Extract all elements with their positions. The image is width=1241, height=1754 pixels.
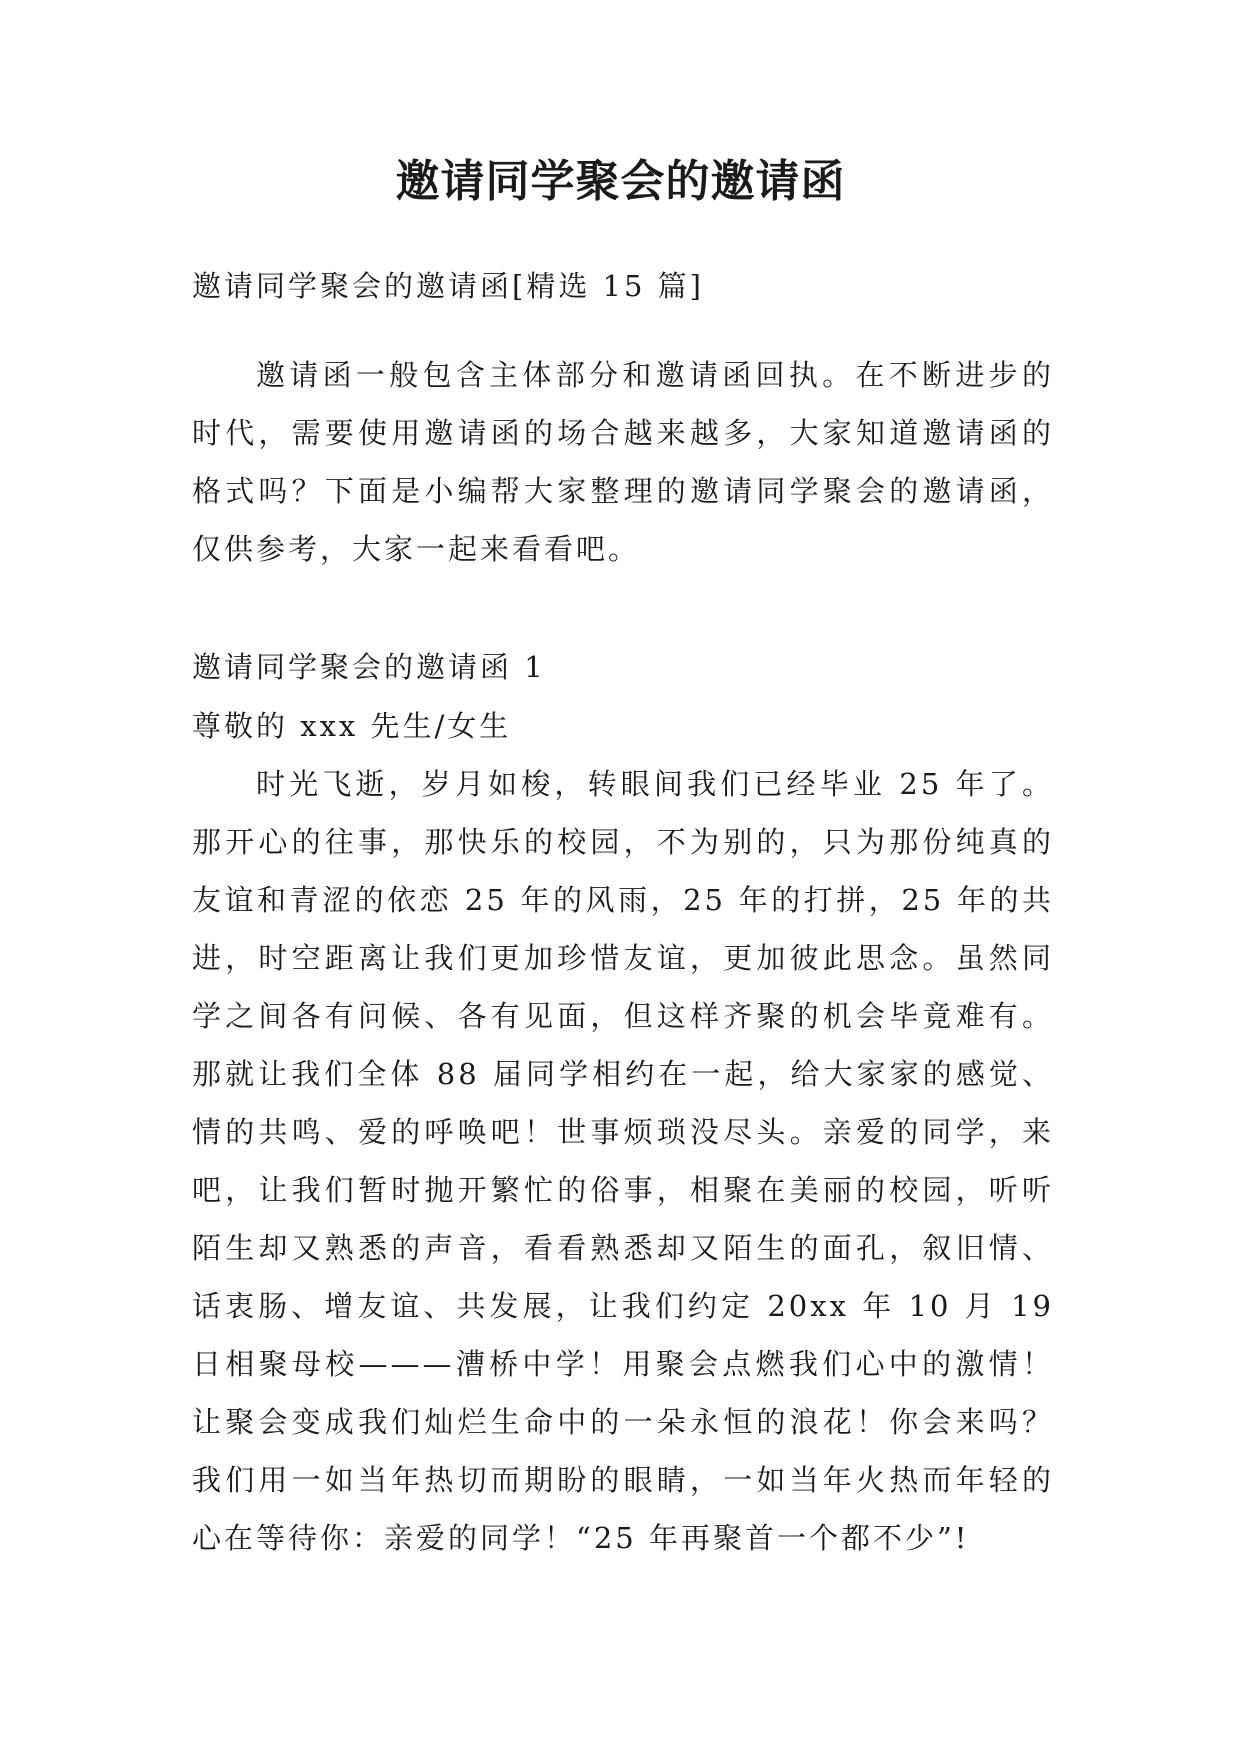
section-heading: 邀请同学聚会的邀请函 1 [192, 650, 546, 684]
letter-body-paragraph: 时光飞逝，岁月如梭，转眼间我们已经毕业 25 年了。那开心的往事，那快乐的校园，不为别的，只为那份纯真的友谊和青涩的依恋 25 年的风雨，25 年的打拼，25 年的共进，时空距离让我们更加珍惜友谊，更加彼此思念。虽然同学之间各有问候、各有见面，但这样齐聚的机会毕竟难有。那就让我们全体 88 届同学相约在一起，给大家家的感觉、情的共鸣、爱的呼唤吧！世事烦琐没尽头。亲爱的同学，来吧，让我们暂时抛开繁忙的俗事，相聚在美丽的校园，听听陌生却又熟悉的声音，看看熟悉却又陌生的面孔，叙旧情、话衷肠、增友谊、共发展，让我们约定 20xx 年 10 月 19 日相聚母校———漕桥中学！用聚会点燃我们心中的激情！让聚会变成我们灿烂生命中的一朵永恒的浪花！你会来吗？我们用一如当年热切而期盼的眼睛，一如当年火热而年轻的心在等待你：亲爱的同学！“25 年再聚首一个都不少”! [192, 767, 1054, 1555]
intro-paragraph: 邀请函一般包含主体部分和邀请函回执。在不断进步的时代，需要使用邀请函的场合越来越多，大家知道邀请函的格式吗？下面是小编帮大家整理的邀请同学聚会的邀请函，仅供参考，大家一起来看看吧。 [192, 358, 1054, 566]
document-title: 邀请同学聚会的邀请函 [395, 156, 846, 207]
document-subtitle: 邀请同学聚会的邀请函[精选 15 篇] [192, 269, 704, 303]
letter-salutation: 尊敬的 xxx 先生/女生 [192, 709, 512, 743]
